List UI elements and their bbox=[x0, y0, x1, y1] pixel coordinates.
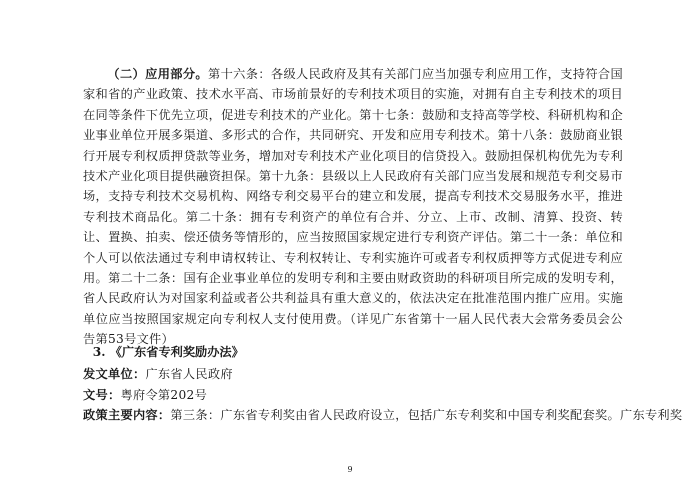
issuer-value: 广东省人民政府 bbox=[145, 367, 233, 381]
document-number-value: 粤府令第202号 bbox=[120, 387, 208, 402]
policy-content-label: 政策主要内容： bbox=[83, 408, 171, 422]
application-paragraph bbox=[83, 64, 623, 350]
issuer-line bbox=[83, 364, 623, 385]
application-section bbox=[83, 64, 623, 350]
document-number-line bbox=[83, 385, 623, 406]
document-number-label: 文号： bbox=[83, 387, 121, 402]
page-number: 9 bbox=[347, 465, 353, 474]
policy-content-line bbox=[83, 405, 683, 426]
policy-item-title: 3. 《广东省专利奖励办法》 bbox=[92, 345, 244, 359]
policy-item-3 bbox=[83, 342, 683, 426]
issuer-label: 发文单位： bbox=[83, 367, 146, 381]
policy-content-value: 第三条：广东省专利奖由省人民政府设立，包括广东专利奖和中国专利奖配套奖。广东专利奖 bbox=[170, 408, 683, 422]
section-body: 第十六条：各级人民政府及其有关部门应当加强专利应用工作，支持符合国家和省的产业政策、技术水平高、市场前景好的专利技术项目的实施，对拥有自主专利技术的项目在同等条件下优先立项，促进专利技术的产业化。第十七条：鼓励和支持高等学校、科研机构和企业事业单位开展多渠道、多形式的合作，共同研究、开发和应用专利技术。第十八条：鼓励商业银行开展专利权质押贷款等业务，增加对专利技术产业化项目的信贷投入。鼓励担保机构优先为专利技术产业化项目提供融资担保。第十九条：县级以上人民政府有关部门应当发展和规范专利交易市场，支持专利技术交易机构、网络专利交易平台的建立和发展，提高专利技术交易服务水平，推进专利技术商品化。第二十条：拥有专利资产的单位有合并、分立、上市、改制、清算、投资、转让、置换、拍卖、偿还债务等情形的，应当按照国家规定进行专利资产评估。第二十一条：单位和个人可以依法通过专利申请权转让、专利权转让、专利实施许可或者专利权质押等方式促进专利应用。第二十二条：国有企业事业单位的发明专利和主要由财政资助的科研项目所完成的发明专利，省人民政府认为对国家利益或者公共利益具有重大意义的，依法决定在批准范围内推广应用。实施单位应当按照国家规定向专利权人支付使用费。（详见广东省第十一届人民代表大会常务委员会公告第53号文件） bbox=[83, 67, 623, 347]
section-heading: （二）应用部分。 bbox=[107, 67, 209, 81]
